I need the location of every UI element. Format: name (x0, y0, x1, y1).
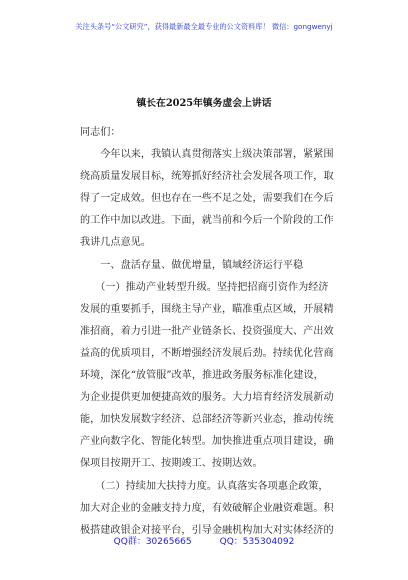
body-line: 为企业提供更加便捷高效的服务。大力培育经济发展新动 (80, 392, 334, 404)
body-line: （二）持续加大扶持力度。认真落实各项惠企政策， (80, 480, 329, 492)
document-title: 镇长在2025年镇务虚会上讲话 (136, 98, 272, 109)
body-line: 的工作中加以改进。下面，就当前和今后一个阶段的工作 (80, 215, 334, 227)
body-line: 发展的重要抓手，围绕主导产业，瞄准重点区域，开展精 (80, 303, 334, 315)
body-line: 我讲几点意见。 (80, 237, 152, 249)
document-body (80, 122, 345, 542)
header-promo-text: 关注头条号“公文研究”，获得最新最全最专业的公文资料库！ 微信：gongwenyj (75, 22, 333, 31)
body-line: 保项目按期开工、按期竣工、按期达效。 (80, 458, 263, 470)
body-line: 益高的优质项目，不断增强经济发展后劲。持续优化营商 (80, 347, 334, 359)
body-line: 准招商，着力引进一批产业链条长、投资强度大、产出效 (80, 325, 334, 337)
body-line: 能，加快发展数字经济、总部经济等新兴业态，推动传统 (80, 414, 334, 426)
body-line: 今年以来，我镇认真贯彻落实上级决策部署，紧紧围 (80, 149, 334, 161)
footer-qq-number: QQ：535304092 (219, 537, 295, 547)
section-heading: 一、盘活存量、做优增量，镇域经济运行平稳 (80, 259, 304, 271)
body-line: （一）推动产业转型升级。坚持把招商引资作为经济 (80, 281, 329, 293)
body-line: 加大对企业的金融支持力度，有效破解企业融资难题。积 (80, 502, 334, 514)
body-line: 绕高质量发展目标，统筹抓好经济社会发展各项工作，取 (80, 171, 334, 183)
footer-qq-group: QQ群：30265665 (113, 537, 192, 547)
body-line: 极搭建政银企对接平台，引导金融机构加大对实体经济的 (80, 524, 334, 536)
body-line: 同志们： (80, 127, 121, 138)
body-line: 产业向数字化、智能化转型。加快推进重点项目建设，确 (80, 436, 334, 448)
body-line: 得了一定成效。但也存在一些不足之处，需要我们在今后 (80, 193, 334, 205)
body-line: 环境，深化“放管服”改革，推进政务服务标准化建设， (80, 370, 324, 382)
footer-contact (0, 534, 408, 547)
